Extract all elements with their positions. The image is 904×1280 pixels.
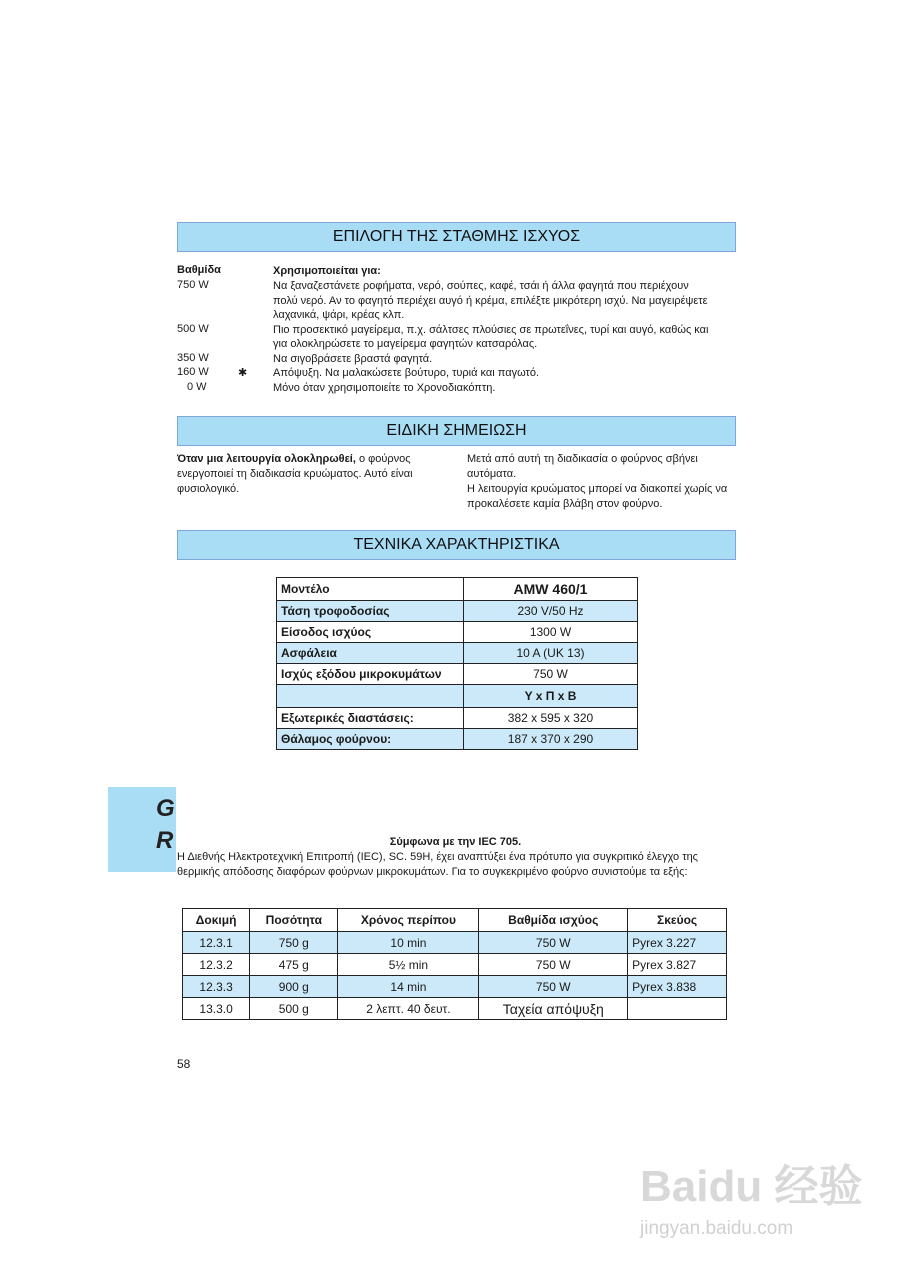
note-left-bold: Όταν μια λειτουργία ολοκληρωθεί, bbox=[177, 453, 356, 465]
power-section-title: ΕΠΙΛΟΓΗ ΤΗΣ ΣΤΑΘΜΗΣ ΙΣΧΥΟΣ bbox=[177, 222, 736, 252]
usage-line: πολύ νερό. Αν το φαγητό περιέχει αυγό ή κρέμα, επιλέξτε μικρότερη ισχύ. Να μαγειρέψετε bbox=[273, 294, 708, 307]
note-right-p2: Η λειτουργία κρυώματος μπορεί να διακοπεί χωρίς να προκαλέσετε καμία βλάβη στον φούρνο. bbox=[467, 483, 728, 510]
spec-label: Τάση τροφοδοσίας bbox=[277, 601, 464, 622]
table-cell: 5½ min bbox=[338, 954, 479, 976]
iec-title: Σύμφωνα με την IEC 705. bbox=[389, 836, 522, 848]
table-cell: 12.3.1 bbox=[183, 932, 250, 954]
table-cell: 12.3.3 bbox=[183, 976, 250, 998]
iec-text-line: Η Διεθνής Ηλεκτροτεχνική Επιτροπή (IEC), SC. 59H, έχει αναπτύξει ένα πρότυπο για συγκριτικό έλεγχο της bbox=[177, 851, 698, 863]
watermark-logo: Baidu 经验 bbox=[640, 1162, 863, 1211]
iec-text-line: θερμικής απόδοσης διαφόρων φούρνων μικροκυμάτων. Για το συγκεκριμένο φούρνο συνιστούμε τα εξής: bbox=[177, 866, 688, 878]
defrost-icon: ✱ bbox=[238, 367, 248, 379]
usage-line: Να ξαναζεστάνετε ροφήματα, νερό, σούπες, καφέ, τσάι ή άλλα φαγητά που περιέχουν bbox=[273, 280, 689, 292]
note-right bbox=[467, 452, 737, 512]
test-table bbox=[182, 908, 727, 1020]
power-usage bbox=[273, 323, 743, 352]
column-header: Σκεύος bbox=[628, 909, 727, 932]
spec-row bbox=[277, 578, 638, 601]
spec-value: 187 x 370 x 290 bbox=[464, 729, 638, 750]
watermark-url: jingyan.baidu.com bbox=[640, 1218, 794, 1239]
table-cell: Pyrex 3.227 bbox=[628, 932, 727, 954]
power-level: 160 W bbox=[177, 366, 209, 378]
spec-section-title: ΤΕΧΝΙΚΑ ΧΑΡΑΚΤΗΡΙΣΤΙΚΑ bbox=[177, 530, 736, 560]
spec-value: 1300 W bbox=[464, 622, 638, 643]
table-row bbox=[183, 954, 727, 976]
usage-col-header: Χρησιμοποιείται για: bbox=[273, 265, 381, 277]
table-cell: Ταχεία απόψυξη bbox=[479, 998, 628, 1020]
iec-text bbox=[177, 850, 757, 880]
language-tab bbox=[108, 787, 176, 872]
spec-value: 10 A (UK 13) bbox=[464, 643, 638, 664]
table-row bbox=[183, 932, 727, 954]
spec-label: Ασφάλεια bbox=[277, 643, 464, 664]
spec-row bbox=[277, 708, 638, 729]
tab-letter: G bbox=[156, 795, 175, 822]
spec-label bbox=[277, 685, 464, 708]
power-usage bbox=[273, 279, 743, 323]
spec-row bbox=[277, 685, 638, 708]
spec-label: Είσοδος ισχύος bbox=[277, 622, 464, 643]
spec-value: 382 x 595 x 320 bbox=[464, 708, 638, 729]
spec-label: Μοντέλο bbox=[277, 578, 464, 601]
power-level: 500 W bbox=[177, 322, 209, 335]
table-cell: 750 W bbox=[479, 932, 628, 954]
column-header: Ποσότητα bbox=[250, 909, 338, 932]
table-cell: 750 g bbox=[250, 932, 338, 954]
table-cell: 2 λεπτ. 40 δευτ. bbox=[338, 998, 479, 1020]
table-row bbox=[183, 998, 727, 1020]
table-cell: Pyrex 3.827 bbox=[628, 954, 727, 976]
spec-row bbox=[277, 601, 638, 622]
column-header: Χρόνος περίπου bbox=[338, 909, 479, 932]
spec-label: Ισχύς εξόδου μικροκυμάτων bbox=[277, 664, 464, 685]
spec-row bbox=[277, 729, 638, 750]
power-usage bbox=[273, 366, 743, 381]
power-level: 350 W bbox=[177, 351, 209, 364]
table-cell: 750 W bbox=[479, 954, 628, 976]
spec-value: AMW 460/1 bbox=[464, 578, 638, 601]
usage-line: Μόνο όταν χρησιμοποιείτε το Χρονοδιακόπτη. bbox=[273, 381, 496, 394]
power-level: 750 W bbox=[177, 279, 209, 291]
note-section-title: ΕΙΔΙΚΗ ΣΗΜΕΙΩΣΗ bbox=[177, 416, 736, 446]
spec-value: Y x Π x B bbox=[464, 685, 638, 708]
table-row bbox=[183, 976, 727, 998]
table-cell bbox=[628, 998, 727, 1020]
page-number: 58 bbox=[177, 1057, 191, 1071]
table-cell: 13.3.0 bbox=[183, 998, 250, 1020]
power-usage bbox=[273, 381, 743, 396]
table-cell: 12.3.2 bbox=[183, 954, 250, 976]
usage-line: Πιο προσεκτικό μαγείρεμα, π.χ. σάλτσες πλούσιες σε πρωτεΐνες, τυρί και αυγό, καθώς και bbox=[273, 323, 709, 336]
spec-row bbox=[277, 664, 638, 685]
power-usage bbox=[273, 352, 743, 367]
table-cell: 10 min bbox=[338, 932, 479, 954]
table-cell: 475 g bbox=[250, 954, 338, 976]
usage-line: Απόψυξη. Να μαλακώσετε βούτυρο, τυριά και παγωτό. bbox=[273, 367, 540, 379]
table-cell: 750 W bbox=[479, 976, 628, 998]
table-cell: Pyrex 3.838 bbox=[628, 976, 727, 998]
tab-letter: R bbox=[156, 827, 174, 854]
column-header: Δοκιμή bbox=[183, 909, 250, 932]
note-left-text: ο φούρνος ενεργοποιεί τη διαδικασία κρυώματος. Αυτό είναι φυσιολογικό. bbox=[177, 453, 413, 495]
usage-line: Να σιγοβράσετε βραστά φαγητά. bbox=[273, 352, 433, 365]
table-cell: 900 g bbox=[250, 976, 338, 998]
power-level: 0 W bbox=[187, 380, 207, 393]
column-header: Βαθμίδα ισχύος bbox=[479, 909, 628, 932]
spec-label: Θάλαμος φούρνου: bbox=[277, 729, 464, 750]
note-left bbox=[177, 452, 447, 497]
spec-value: 750 W bbox=[464, 664, 638, 685]
spec-value: 230 V/50 Hz bbox=[464, 601, 638, 622]
spec-row bbox=[277, 622, 638, 643]
usage-line: λαχανικά, ψάρι, κρέας κλπ. bbox=[273, 309, 405, 321]
power-col-header: Βαθμίδα bbox=[177, 264, 221, 276]
table-cell: 500 g bbox=[250, 998, 338, 1020]
usage-line: για ολοκληρώσετε το μαγείρεμα φαγητών κατσαρόλας. bbox=[273, 338, 538, 350]
spec-table bbox=[276, 577, 638, 750]
note-right-p1: Μετά από αυτή τη διαδικασία ο φούρνος σβήνει αυτόματα. bbox=[467, 453, 698, 480]
spec-label: Εξωτερικές διαστάσεις: bbox=[277, 708, 464, 729]
spec-row bbox=[277, 643, 638, 664]
table-cell: 14 min bbox=[338, 976, 479, 998]
